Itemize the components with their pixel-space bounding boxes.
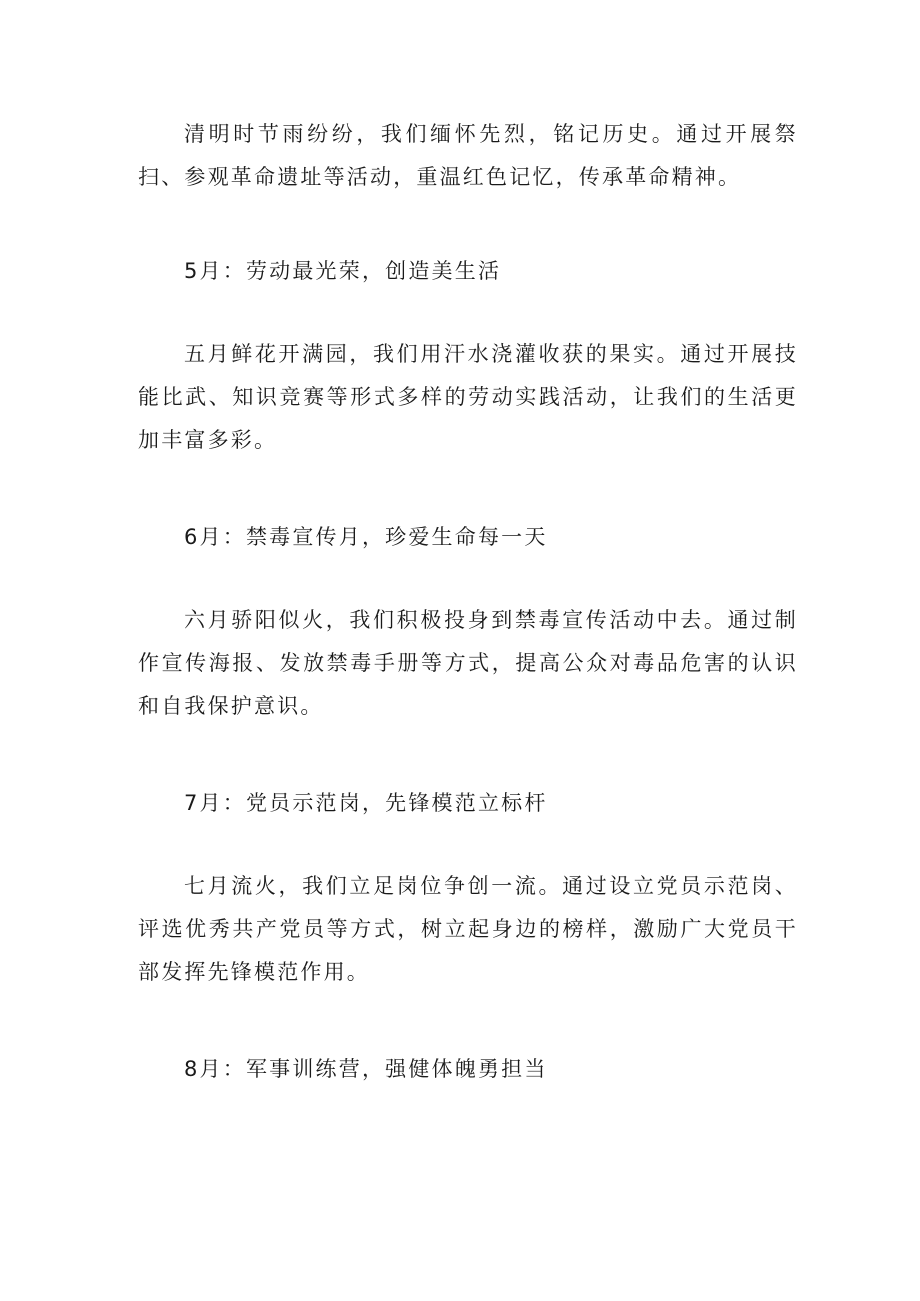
paragraph-june: 六月骄阳似火，我们积极投身到禁毒宣传活动中去。通过制作宣传海报、发放禁毒手册等方式，提高公众对毒品危害的认识和自我保护意识。 — [138, 608, 798, 718]
heading-july: 7月：党员示范岗，先锋模范立标杆 — [184, 791, 548, 815]
paragraph-qingming: 清明时节雨纷纷，我们缅怀先烈，铭记历史。通过开展祭扫、参观革命遗址等活动，重温红色记忆，传承革命精神。 — [138, 122, 798, 189]
heading-june: 6月：禁毒宣传月，珍爱生命每一天 — [184, 525, 548, 549]
paragraph-may: 五月鲜花开满园，我们用汗水浇灌收获的果实。通过开展技能比武、知识竞赛等形式多样的劳动实践活动，让我们的生活更加丰富多彩。 — [138, 342, 798, 452]
heading-august: 8月：军事训练营，强健体魄勇担当 — [184, 1057, 548, 1081]
heading-may: 5月：劳动最光荣，创造美生活 — [184, 259, 502, 283]
paragraph-july: 七月流火，我们立足岗位争创一流。通过设立党员示范岗、评选优秀共产党员等方式，树立起身边的榜样，激励广大党员干部发挥先锋模范作用。 — [138, 874, 798, 984]
